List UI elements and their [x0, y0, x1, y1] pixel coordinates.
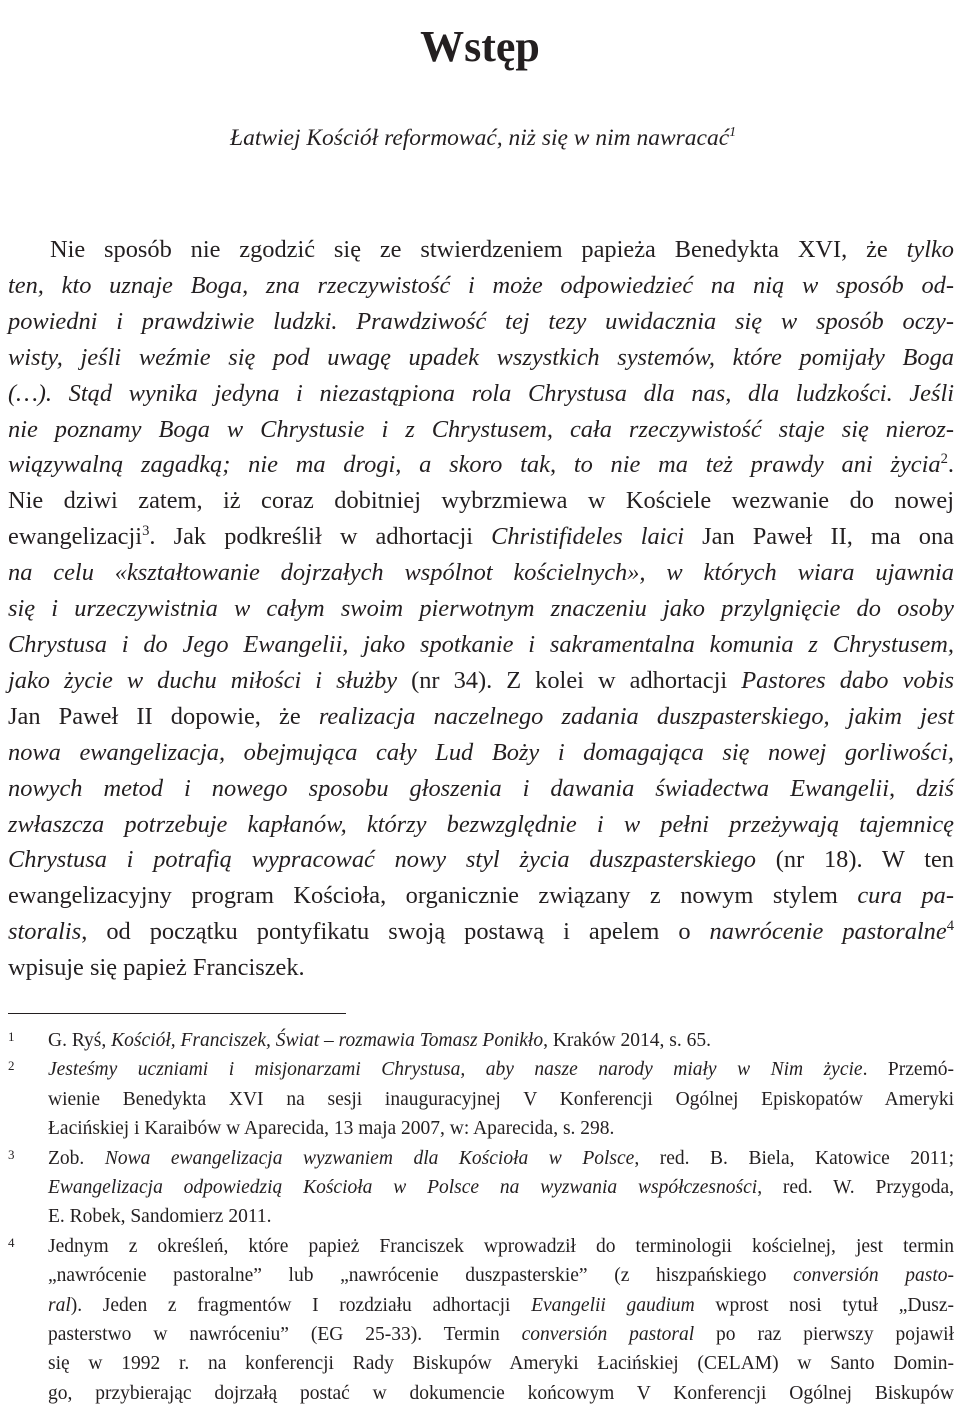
paragraph-line — [8, 447, 954, 483]
italic-text: conversión pasto- — [793, 1265, 954, 1287]
footnote-line — [48, 1085, 954, 1114]
footnote-1 — [8, 1026, 954, 1055]
text-run: wienie Benedykta XVI na sesji inauguracyjnej V Konferencji Ogólnej Episkopatów Ameryki — [48, 1088, 954, 1110]
italic-text: ral — [48, 1294, 71, 1316]
italic-text: wiązywalną zagadką; nie ma drogi, a skoro tak, to nie ma też prawdy ani życia — [8, 451, 941, 479]
paragraph-line — [8, 735, 954, 771]
footnote-3 — [8, 1144, 954, 1232]
paragraph-line — [8, 555, 954, 591]
text-run: wpisuje się papież Franciszek. — [8, 954, 305, 982]
italic-text: (…). Stąd wynika jedyna i niezastąpiona rola Chrystusa dla nas, dla ludzkości. Jeśli — [8, 379, 954, 407]
text-run: Jan Paweł II, ma ona — [684, 523, 954, 551]
paragraph-line — [8, 232, 954, 268]
italic-text: tylko — [906, 236, 954, 263]
footnote-line — [48, 1055, 954, 1084]
footnote-line — [48, 1114, 954, 1143]
paragraph-line — [8, 842, 954, 878]
text-run: ). Jeden z fragmentów I rozdziału adhortacji — [70, 1294, 532, 1316]
paragraph-line — [8, 268, 954, 304]
italic-text: powiedni i prawdziwie ludzki. Prawdziwość tej tezy uwidacznia się w sposób oczy- — [8, 307, 954, 335]
italic-text: storalis — [8, 918, 82, 946]
paragraph-line — [8, 699, 954, 735]
text-run: , Kraków 2014, s. 65. — [543, 1030, 711, 1051]
paragraph-line — [8, 304, 954, 340]
italic-text: zwłaszcza potrzebuje kapłanów, którzy bezwzględnie i w pełni przeżywają tajemnicę — [8, 810, 954, 838]
paragraph-line — [8, 519, 954, 555]
text-run: . Przemó- — [862, 1059, 954, 1081]
text-run: (nr 34). Z kolei w adhortacji — [397, 666, 742, 694]
text-run: pasterstwo w nawróceniu” (EG 25-33). Termin — [48, 1324, 522, 1346]
text-run: E. Robek, Sandomierz 2011. — [48, 1206, 272, 1228]
text-run: po raz pierwszy pojawił — [694, 1324, 954, 1346]
paragraph-line — [8, 914, 954, 950]
italic-text: realizacja naczelnego zadania duszpasterskiego, jakim jest — [318, 702, 954, 730]
italic-text: Chrystusa i potrafią wypracować nowy styl życia duszpasterskiego — [8, 846, 756, 874]
italic-text: conversión pastoral — [521, 1324, 695, 1346]
footnote-line — [48, 1349, 954, 1378]
text-run: go, przybierając dojrzałą postać w dokumencie końcowym V Konferencji Ogólnej Biskupów — [48, 1382, 954, 1404]
epigraph — [230, 123, 736, 153]
text-run: G. Ryś, — [48, 1030, 112, 1051]
footnote-number: 4 — [8, 1234, 15, 1250]
text-run: Nie sposób nie zgodzić się ze stwierdzeniem papieża Benedykta XVI, że — [50, 236, 907, 263]
italic-text: Ewangelizacja odpowiedzią Kościoła w Polsce na wyzwania współczesności — [48, 1177, 758, 1199]
text-run: . — [947, 451, 954, 479]
text-run: Zob. — [48, 1147, 105, 1169]
paragraph-line — [8, 483, 954, 519]
italic-text: nowa ewangelizacja, obejmująca cały Lud Boży i domagająca się nowej gorliwości, — [8, 738, 954, 766]
italic-text: wisty, jeśli weźmie się pod uwagę upadek wszystkich systemów, które pomijały Boga — [8, 343, 954, 371]
footnote-line — [48, 1320, 954, 1349]
text-run: Jednym z określeń, które papież Franciszek wprowadził do terminologii kościelnej, jest termin — [48, 1235, 954, 1257]
italic-text: się i urzeczywistnia w całym swoim pierwotnym znaczeniu jako przylgnięcie do osoby — [8, 595, 954, 623]
paragraph-line — [8, 376, 954, 412]
text-run: ewangelizacyjny program Kościoła, organicznie związany z nowym stylem — [8, 882, 858, 910]
text-run: się w 1992 r. na konferencji Rady Biskupów Ameryki Łacińskiej (CELAM) w Santo Domin- — [48, 1353, 954, 1375]
text-run: (nr 18). W ten — [756, 846, 954, 874]
text-run: Nie dziwi zatem, iż coraz dobitniej wybrzmiewa w Kościele wezwanie do nowej — [8, 487, 954, 515]
paragraph-line — [8, 771, 954, 807]
footnote-number: 1 — [8, 1029, 15, 1044]
main-paragraph — [8, 232, 954, 986]
italic-text: nie poznamy Boga w Chrystusie i z Chrystusem, cała rzeczywistość staje się nieroz- — [8, 415, 954, 443]
italic-text: Jesteśmy uczniami i misjonarzami Chrystusa, aby nasze narody miały w Nim życie — [48, 1059, 863, 1081]
footnote-line — [48, 1026, 954, 1055]
text-run: ewangelizacji — [8, 523, 143, 551]
paragraph-line — [8, 807, 954, 843]
text-run: „nawrócenie pastoralne” lub „nawrócenie duszpasterskie” (z hiszpańskiego — [48, 1265, 794, 1287]
footnote-ref: 4 — [946, 918, 954, 935]
paragraph-line — [8, 950, 954, 986]
paragraph-line — [8, 627, 954, 663]
text-run: , red. W. Przygoda, — [757, 1177, 955, 1199]
italic-text: Evangelii gaudium — [531, 1294, 695, 1316]
page-title: Wstęp — [420, 22, 540, 72]
italic-text: nawrócenie pastoralne — [709, 918, 947, 946]
footnote-line — [48, 1173, 954, 1202]
text-run: , od początku pontyfikatu swoją postawą i apelem o — [81, 918, 710, 946]
footnote-2 — [8, 1055, 954, 1143]
footnote-ref: 2 — [940, 451, 948, 468]
text-run: , red. B. Biela, Katowice 2011; — [634, 1147, 954, 1169]
paragraph-line — [8, 878, 954, 914]
text-run: . Jak podkreślił w adhortacji — [149, 523, 492, 551]
footnote-ref: 1 — [729, 124, 737, 141]
text-run: Jan Paweł II dopowie, że — [8, 702, 319, 730]
paragraph-line — [8, 663, 954, 699]
footnotes — [8, 1026, 954, 1408]
italic-text: jako życie w duchu miłości i służby — [8, 666, 398, 694]
footnote-divider — [8, 1013, 346, 1014]
footnote-line — [48, 1291, 954, 1320]
italic-text: Christifideles laici — [491, 523, 685, 551]
footnote-number: 2 — [8, 1058, 15, 1074]
paragraph-line — [8, 591, 954, 627]
footnote-ref: 3 — [142, 523, 150, 540]
text-run: wprost nosi tytuł „Dusz- — [694, 1294, 954, 1316]
footnote-line — [48, 1261, 954, 1290]
paragraph-line — [8, 412, 954, 448]
italic-text: cura pa- — [857, 882, 954, 910]
italic-text: Chrystusa i do Jego Ewangelii, jako spotkanie i sakramentalna komunia z Chrystusem, — [8, 630, 954, 658]
italic-text: na celu «kształtowanie dojrzałych wspólnot kościelnych», w których wiara ujawnia — [8, 559, 954, 587]
footnote-line — [48, 1379, 954, 1408]
italic-text: nowych metod i nowego sposobu głoszenia i dawania świadectwa Ewangelii, dziś — [8, 774, 954, 802]
italic-text: Nowa ewangelizacja wyzwaniem dla Kościoła w Polsce — [104, 1147, 635, 1169]
paragraph-line — [8, 340, 954, 376]
text-run: Łacińskiej i Karaibów w Aparecida, 13 maja 2007, w: Aparecida, s. 298. — [48, 1118, 615, 1140]
footnote-number: 3 — [8, 1146, 15, 1162]
footnote-line — [48, 1232, 954, 1261]
italic-text: Kościół, Franciszek, Świat – rozmawia Tomasz Ponikło — [111, 1030, 544, 1051]
italic-text: Pastores dabo vobis — [741, 666, 954, 694]
footnote-4 — [8, 1232, 954, 1408]
footnote-line — [48, 1144, 954, 1173]
epigraph-text: Łatwiej Kościół reformować, niż się w nim nawracać — [230, 125, 730, 151]
italic-text: ten, kto uznaje Boga, zna rzeczywistość i może odpowiedzieć na nią w sposób od- — [8, 271, 954, 299]
footnote-line — [48, 1202, 954, 1231]
